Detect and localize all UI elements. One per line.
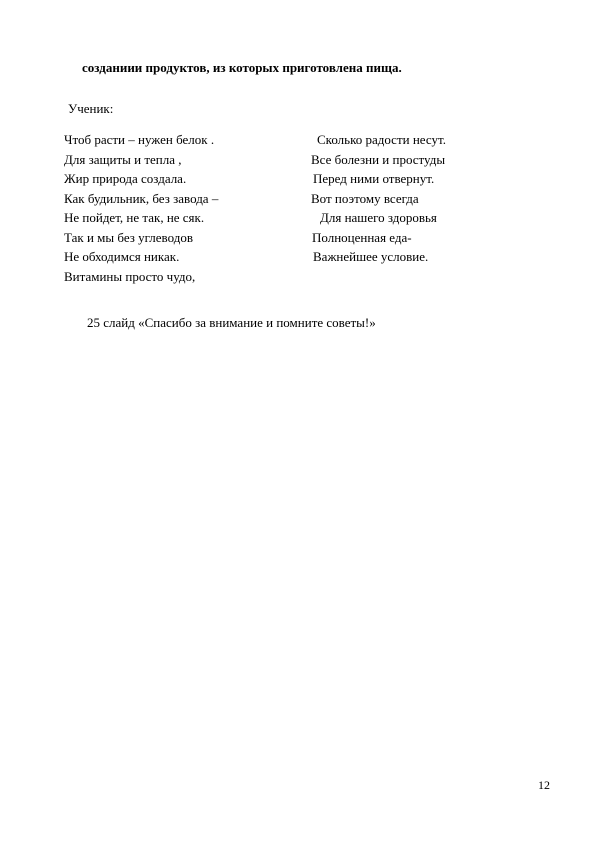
poem-line: Для нашего здоровья: [320, 210, 437, 225]
poem-line: Не обходимся никак.: [64, 249, 180, 264]
poem-line: Сколько радости несут.: [317, 132, 446, 147]
poem-line: Витамины просто чудо,: [64, 268, 196, 284]
closing-line: 25 слайд «Спасибо за внимание и помните советы!»: [87, 315, 376, 330]
intro-line: созданиии продуктов, из которых приготовлена пища.: [82, 60, 402, 75]
poem-line: Так и мы без углеводов: [64, 229, 193, 245]
poem-line: Для защиты и тепла ,: [64, 151, 182, 167]
poem-line: Вот поэтому всегда: [311, 190, 419, 206]
poem-line: Жир природа создала.: [64, 171, 187, 186]
poem-line: Перед ними отвернут.: [313, 171, 435, 186]
poem-line: Все болезни и простуды: [311, 151, 446, 167]
poem-line: Как будильник, без завода –: [64, 190, 219, 206]
page-number: 12: [538, 778, 550, 792]
poem-line: Важнейшее условие.: [313, 249, 429, 264]
poem-line: Полноценная еда-: [312, 229, 412, 245]
speaker-label: Ученик:: [68, 101, 114, 116]
poem-line: Чтоб расти – нужен белок .: [64, 132, 215, 147]
poem-right-column: [0, 130, 595, 267]
poem-line: Не пойдет, не так, не сяк.: [64, 210, 205, 225]
